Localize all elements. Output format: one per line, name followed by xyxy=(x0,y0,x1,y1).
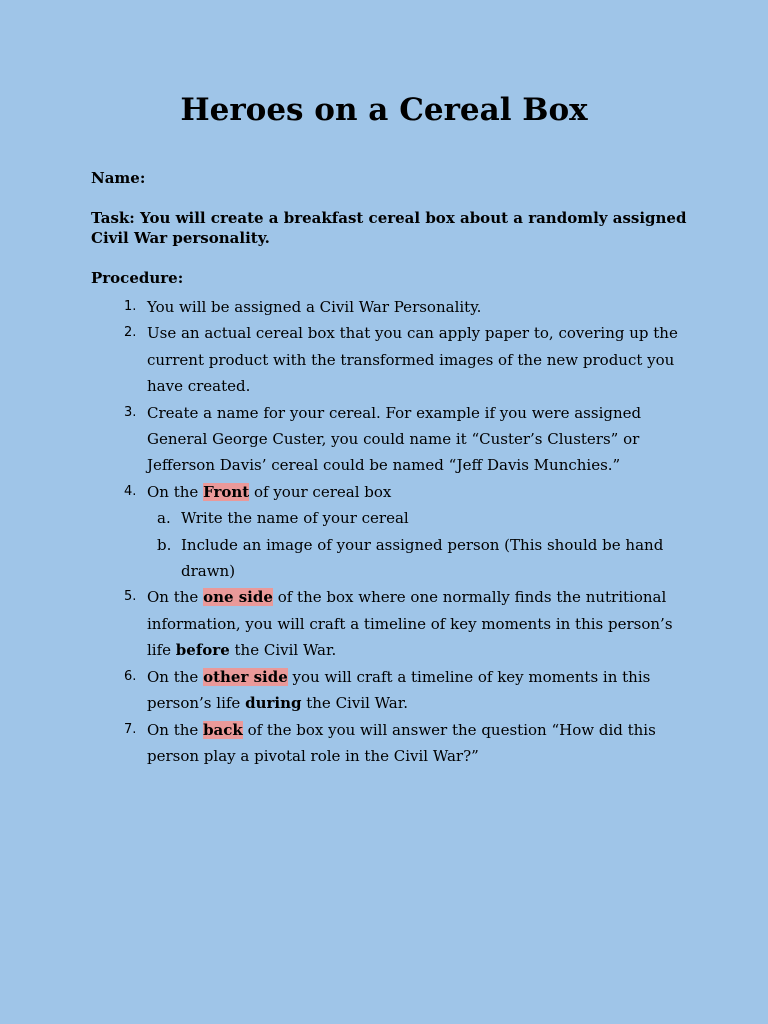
step-text-pre: On the xyxy=(147,667,204,686)
sub-step-text: Include an image of your assigned person (This should be hand drawn) xyxy=(181,535,664,581)
task-text: Task: You will create a breakfast cereal box about a randomly assigned Civil War personality. xyxy=(91,209,687,247)
sub-step-letter: a. xyxy=(157,509,171,528)
highlight-other-side: other side xyxy=(203,667,288,686)
procedure-step-7 xyxy=(91,717,691,770)
step-text-tail: the Civil War. xyxy=(301,694,409,713)
page-title: Heroes on a Cereal Box xyxy=(180,92,588,128)
emphasis-during: during xyxy=(245,694,302,713)
step-number: 1. xyxy=(124,299,137,314)
sub-step-b xyxy=(147,532,691,585)
step-text-pre: On the xyxy=(147,588,204,607)
step-text-pre: On the xyxy=(147,482,204,501)
step-number: 6. xyxy=(124,668,137,684)
step-number: 3. xyxy=(124,404,137,420)
step-text-tail: the Civil War. xyxy=(229,641,337,660)
sub-step-a xyxy=(147,505,691,531)
step-number: 2. xyxy=(124,325,137,341)
sub-step-text: Write the name of your cereal xyxy=(181,509,409,528)
sub-list xyxy=(147,505,691,584)
step-number: 5. xyxy=(124,589,137,605)
step-text-post: you will craft a timeline of key moments in this person’s life xyxy=(147,667,651,713)
procedure-step-1 xyxy=(91,294,691,320)
step-text: Create a name for your cereal. For example if you were assigned General George Custer, you could name it “Custer’s Clusters” or Jefferson Davis’ cereal could be named “Jeff Davis Munchies.” xyxy=(147,403,642,475)
highlight-front: Front xyxy=(203,482,250,501)
step-text-post: of the box you will answer the question “How did this person play a pivotal role in the Civil War?” xyxy=(147,720,656,765)
step-text: Use an actual cereal box that you can apply paper to, covering up the current product with the transformed images of the new product you have created. xyxy=(147,324,678,396)
procedure-list xyxy=(91,294,691,769)
document-body xyxy=(91,168,691,769)
highlight-back: back xyxy=(203,720,243,739)
procedure-step-6 xyxy=(91,664,691,717)
step-number: 4. xyxy=(124,483,137,499)
procedure-step-2 xyxy=(91,320,691,399)
step-number: 7. xyxy=(124,721,137,737)
procedure-label: Procedure: xyxy=(91,269,184,287)
step-text-post: of the box where one normally finds the nutritional information, you will craft a timeline of key moments in this person’s life xyxy=(147,588,673,660)
name-label: Name: xyxy=(91,169,146,187)
highlight-one-side: one side xyxy=(203,588,273,607)
procedure-step-5 xyxy=(91,584,691,663)
step-text-post: of your cereal box xyxy=(249,482,392,501)
procedure-step-4 xyxy=(91,479,691,585)
sub-step-letter: b. xyxy=(157,535,172,554)
step-text-pre: On the xyxy=(147,720,204,739)
step-text: You will be assigned a Civil War Personality. xyxy=(147,298,482,316)
emphasis-before: before xyxy=(175,641,230,660)
procedure-step-3 xyxy=(91,400,691,479)
